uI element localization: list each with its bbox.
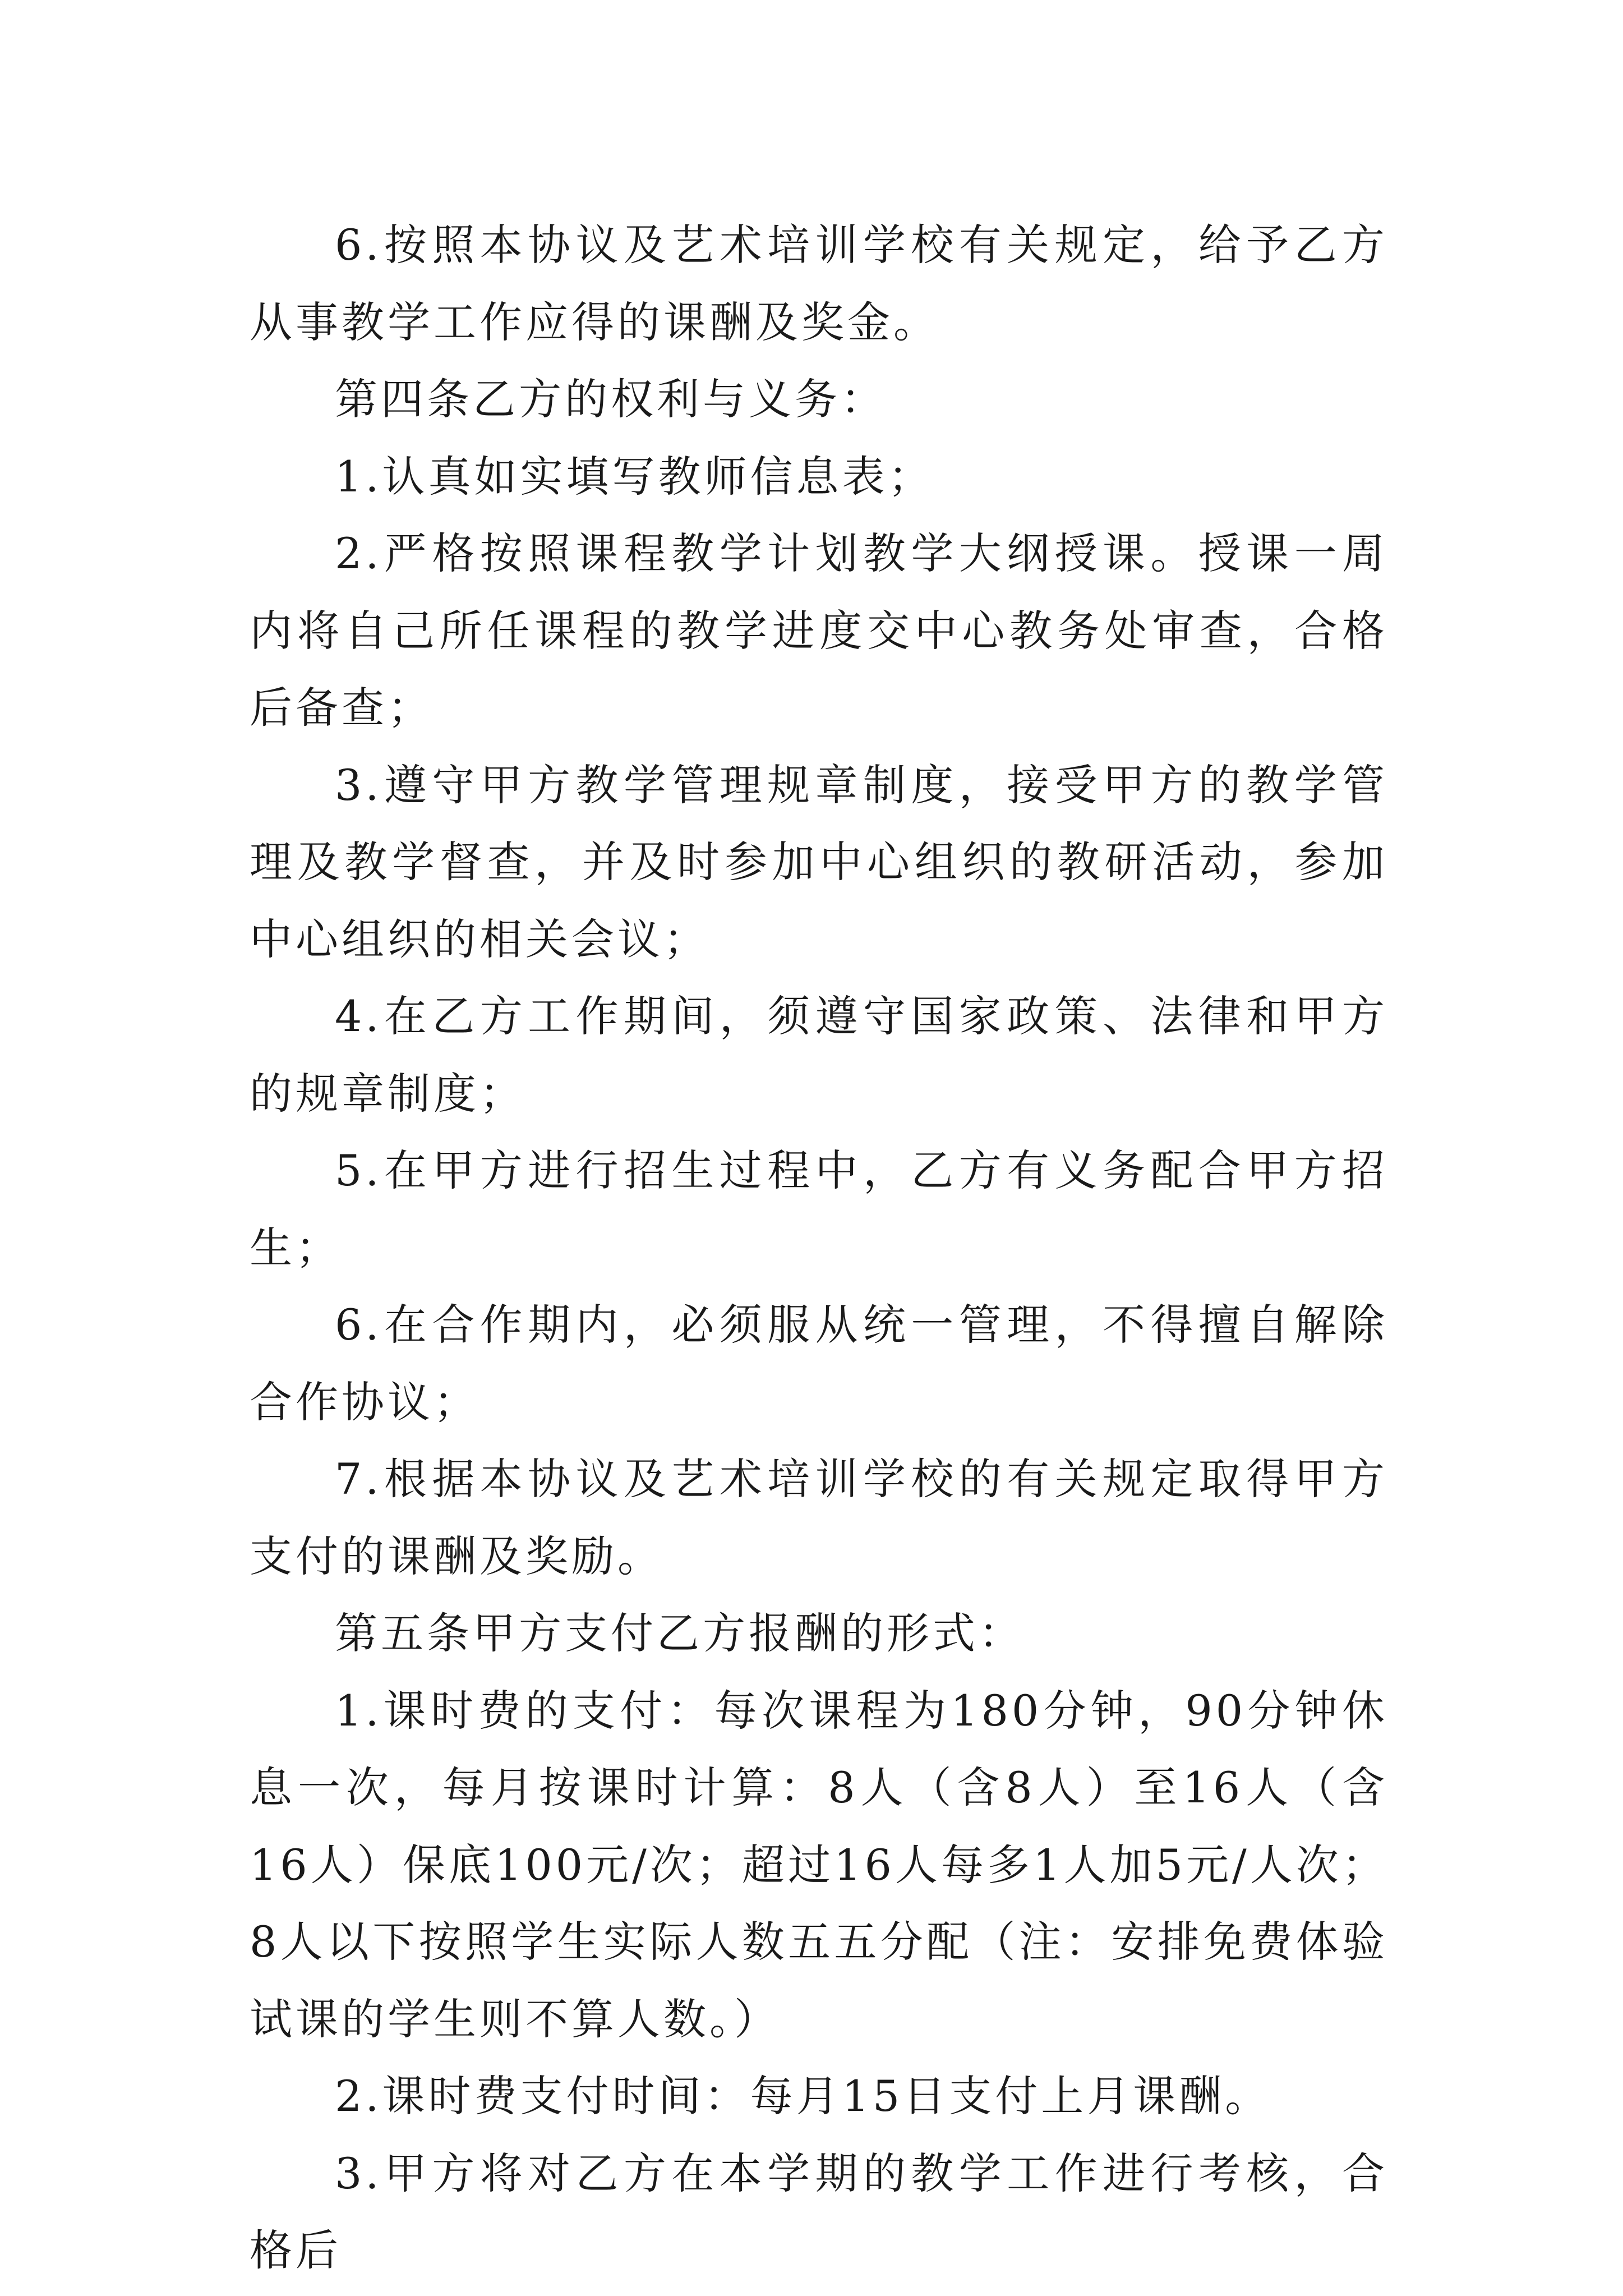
paragraph-1: 6.按照本协议及艺术培训学校有关规定，给予乙方从事教学工作应得的课酬及奖金。 <box>250 220 1388 347</box>
paragraph-11: 1.课时费的支付：每次课程为180分钟，90分钟休息一次，每月按课时计算：8人（含8人）至16人（含16人）保底100元/次；超过16人每多1人加5元/人次；8人以下按照学生实际人数五五分配（注：安排免费体验试课的学生则不算人数。） <box>250 1685 1388 2044</box>
document-body <box>250 206 1388 2289</box>
paragraph-13: 3.甲方将对乙方在本学期的教学工作进行考核，合格后 <box>250 2148 1388 2275</box>
paragraph-7: 5.在甲方进行招生过程中，乙方有义务配合甲方招生； <box>250 1145 1388 1273</box>
paragraph-5: 3.遵守甲方教学管理规章制度，接受甲方的教学管理及教学督查，并及时参加中心组织的教研活动，参加中心组织的相关会议； <box>250 760 1388 964</box>
paragraph-8: 6.在合作期内，必须服从统一管理，不得擅自解除合作协议； <box>250 1300 1388 1427</box>
paragraph-4: 2.严格按照课程教学计划教学大纲授课。授课一周内将自己所任课程的教学进度交中心教务处审查，合格后备查； <box>250 528 1388 733</box>
paragraph-12: 2.课时费支付时间：每月15日支付上月课酬。 <box>335 2071 1271 2121</box>
paragraph-9: 7.根据本协议及艺术培训学校的有关规定取得甲方支付的课酬及奖励。 <box>250 1454 1388 1581</box>
paragraph-2: 第四条乙方的权利与义务： <box>335 374 887 424</box>
paragraph-10: 第五条甲方支付乙方报酬的形式： <box>335 1608 1025 1658</box>
paragraph-3: 1.认真如实填写教师信息表； <box>335 451 934 501</box>
paragraph-6: 4.在乙方工作期间，须遵守国家政策、法律和甲方的规章制度； <box>250 991 1388 1119</box>
